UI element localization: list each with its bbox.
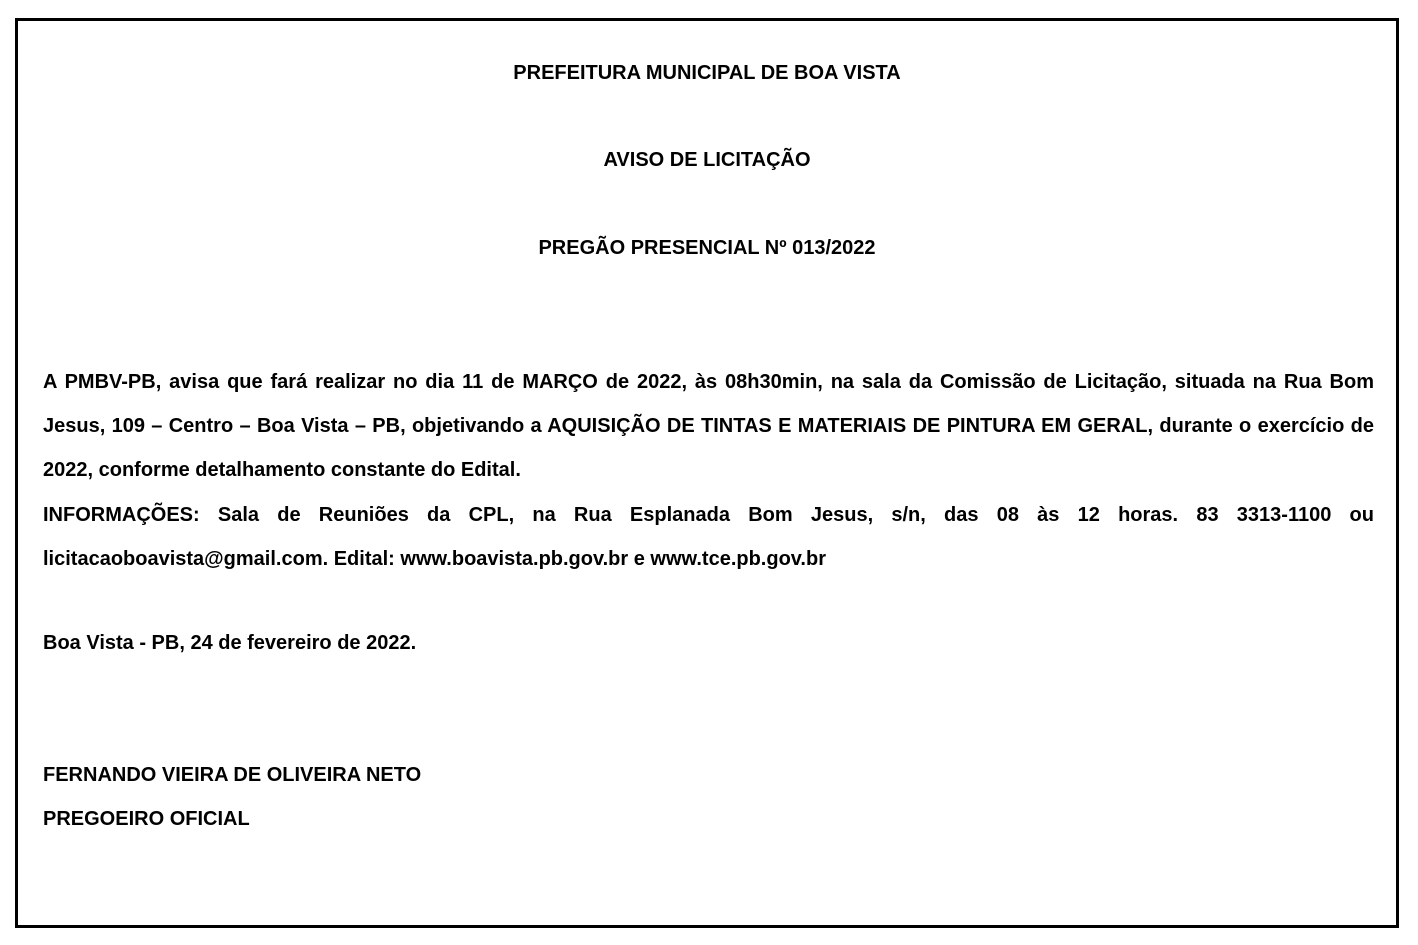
signer-name: FERNANDO VIEIRA DE OLIVEIRA NETO: [43, 764, 422, 786]
main-paragraph: A PMBV-PB, avisa que fará realizar no dia 11 de MARÇO de 2022, às 08h30min, na sala da Comissão de Licitação, situada na Rua Bom Jesus, 109 – Centro – Boa Vista – PB, objetivando a AQUISIÇÃO DE TINTAS E MATERIAIS DE PINTURA EM GERAL, durante o exercício de 2022, conforme detalhamento constante do Edital.: [43, 371, 1374, 481]
signer-role: PREGOEIRO OFICIAL: [43, 808, 250, 830]
notice-subtitle: PREGÃO PRESENCIAL Nº 013/2022: [538, 237, 876, 259]
notice-title: AVISO DE LICITAÇÃO: [603, 149, 811, 171]
info-paragraph: INFORMAÇÕES: Sala de Reuniões da CPL, na Rua Esplanada Bom Jesus, s/n, das 08 às 12 horas. 83 3313-1100 ou licitacaoboavista@gmail.com. Edital: www.boavista.pb.gov.br e www.tce.pb.gov.br: [43, 504, 1374, 570]
place-date: Boa Vista - PB, 24 de fevereiro de 2022.: [43, 632, 417, 654]
institution-heading: PREFEITURA MUNICIPAL DE BOA VISTA: [513, 62, 901, 84]
document-frame: [15, 18, 1399, 928]
